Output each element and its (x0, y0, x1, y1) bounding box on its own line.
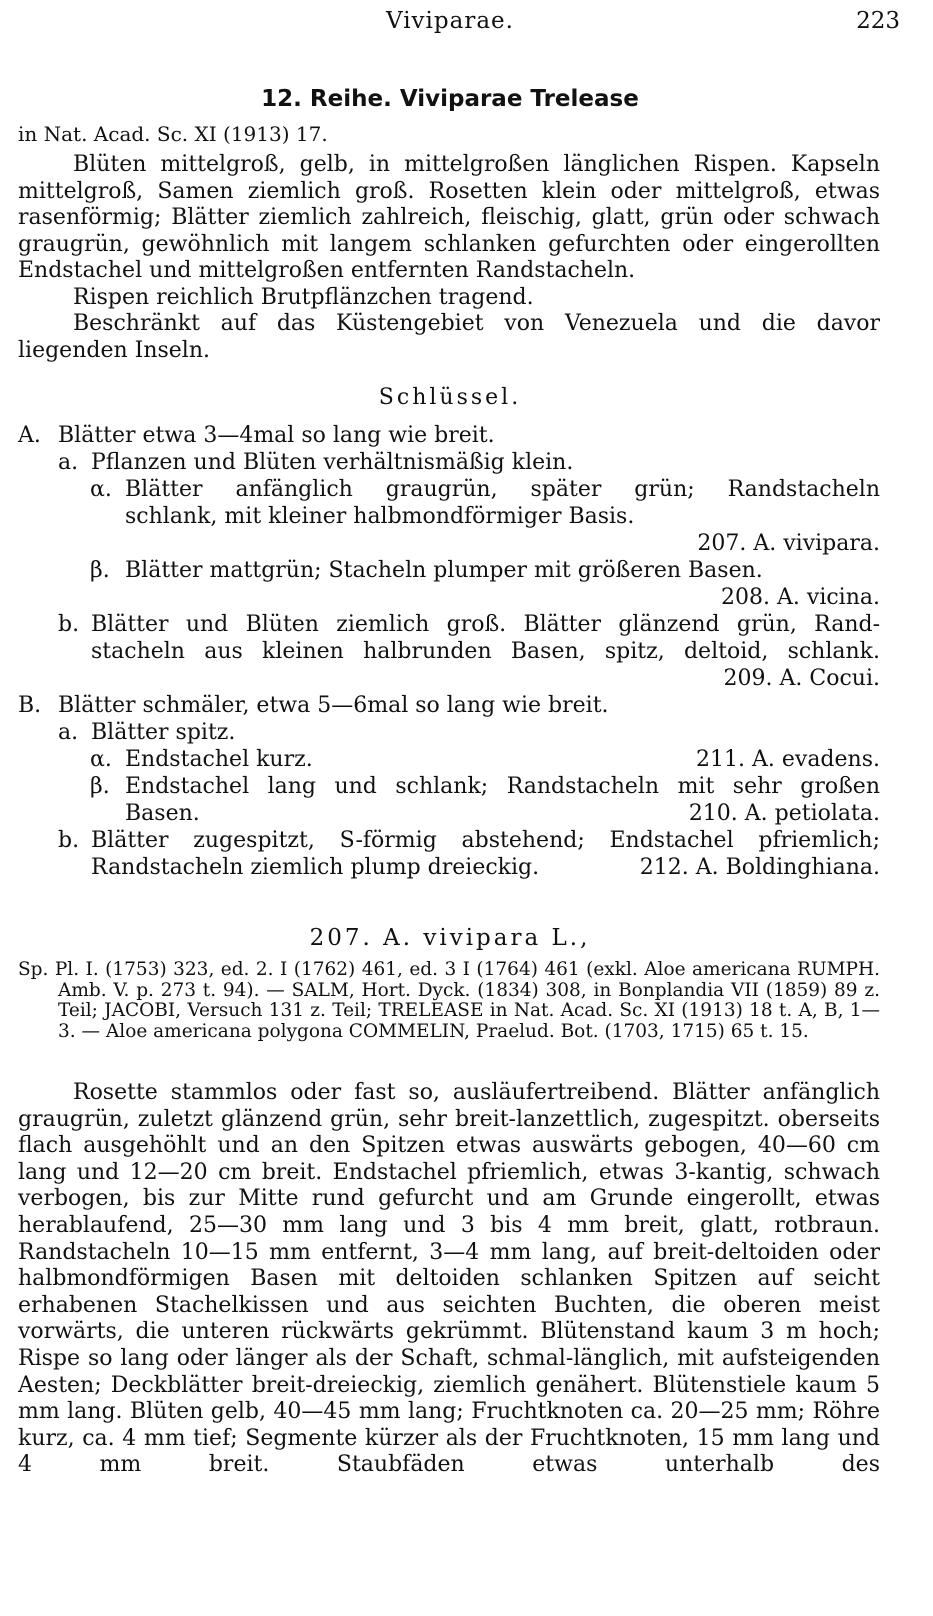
species-title: 207. A. vivipara L., (309, 925, 591, 951)
intro-paragraph: Blüten mittelgroß, gelb, in mittelgroßen länglichen Rispen. Kapseln mittelgroß, Samen ziemlich groß. Rosetten klein oder mittelgroß, etwas rasenförmig; Blätter ziemlich zahlreich, fleischig, glatt, grün oder schwach graugrün, gewöhnlich mit langem schlanken gefurchten oder eingerollten Endstachel und mittelgroßen entfernten Randstacheln. (18, 152, 880, 283)
key-entry-B-b (18, 827, 880, 881)
key-species: 207. A. vivipara. (697, 531, 880, 556)
key-text: Pflanzen und Blüten verhältnismäßig klein. (91, 450, 574, 475)
key-entry-A (18, 422, 880, 449)
key-label: α. (90, 747, 112, 772)
key-entry-B-a (18, 719, 880, 746)
species-description (18, 1080, 880, 1479)
intro-paragraph: Rispen reichlich Brutpflänzchen tragend. (73, 284, 534, 310)
key-label: a. (58, 720, 79, 745)
key-species: 212. A. Boldinghiana. (639, 855, 880, 880)
key-text: Endstachel lang und schlank; Randstacheln mit sehr großen (125, 774, 880, 799)
key-entry-A-a-beta (18, 557, 880, 611)
key-label: b. (58, 828, 80, 853)
key-label: a. (58, 450, 79, 475)
key-text: Endstachel kurz. (125, 747, 313, 772)
key-species: 210. A. petiolata. (688, 801, 880, 826)
identification-key (18, 422, 880, 881)
key-species: 211. A. evadens. (696, 747, 880, 772)
key-entry-B-a-alpha (18, 746, 880, 773)
key-text: Blätter und Blüten ziemlich groß. Blätter glänzend grün, Rand- (91, 612, 880, 637)
key-label: α. (90, 477, 112, 502)
key-species: 209. A. Cocui. (723, 666, 880, 691)
key-text: Basen. (125, 801, 200, 826)
key-text: Blätter zugespitzt, S-förmig abstehend; Endstachel pfriemlich; (91, 828, 880, 853)
page-number: 223 (856, 8, 900, 34)
key-label: β. (90, 774, 110, 799)
key-text: Blätter mattgrün; Stacheln plumper mit größeren Basen. (125, 558, 763, 583)
key-species: 208. A. vicina. (721, 585, 880, 610)
key-text: Blätter anfänglich graugrün, später grün; Randstacheln (125, 477, 880, 502)
species-citations (18, 960, 880, 1042)
key-text: Blätter spitz. (91, 720, 236, 745)
key-text: Blätter schmäler, etwa 5—6mal so lang wie breit. (58, 693, 609, 718)
key-entry-B (18, 692, 880, 719)
key-entry-A-a-alpha (18, 476, 880, 557)
key-title: Schlüssel. (378, 385, 522, 410)
citation-text: Sp. Pl. I. (1753) 323, ed. 2. I (1762) 461, ed. 3 I (1764) 461 (exkl. Aloe americana RUMPH. Amb. V. p. 273 t. 94). — SALM, Hort. Dyck. (1834) 308, in Bonplandia VII (1859) 89 z. Teil; JACOBI, Versuch 131 z. Teil; TRELEASE in Nat. Acad. Sc. XI (1913) 18 t. A, B, 1—3. — Aloe americana polygona COMMELIN, Praelud. Bot. (1703, 1715) 65 t. 15. (18, 959, 880, 1042)
key-text: stacheln aus kleinen halbrunden Basen, spitz, deltoid, schlank. (91, 639, 880, 664)
series-description (18, 152, 880, 364)
key-entry-B-a-beta (18, 773, 880, 827)
key-label: B. (18, 693, 42, 718)
running-head (0, 8, 900, 38)
key-label: A. (18, 423, 41, 448)
key-text: Blätter etwa 3—4mal so lang wie breit. (58, 423, 495, 448)
intro-paragraph: Beschränkt auf das Küstengebiet von Venezuela und die davor liegenden Inseln. (18, 311, 880, 363)
series-heading: 12. Reihe. Viviparae Trelease (261, 86, 639, 112)
key-label: b. (58, 612, 80, 637)
key-label: β. (90, 558, 110, 583)
key-text: schlank, mit kleiner halbmondförmiger Basis. (125, 504, 635, 529)
key-entry-A-b (18, 611, 880, 692)
key-entry-A-a (18, 449, 880, 476)
series-citation: in Nat. Acad. Sc. XI (1913) 17. (18, 122, 328, 146)
description-text: Rosette stammlos oder fast so, ausläufertreibend. Blätter anfänglich graugrün, zuletzt glänzend grün, sehr breit-lanzettlich, zugespitzt. oberseits flach ausgehöhlt und an den Spitzen etwas auswärts gebogen, 40—60 cm lang und 12—20 cm breit. Endstachel pfriemlich, etwas 3-kantig, schwach verbogen, bis zur Mitte rund gefurcht und am Grunde eingerollt, etwas herablaufend, 25—30 mm lang und 3 bis 4 mm breit, glatt, rotbraun. Randstacheln 10—15 mm entfernt, 3—4 mm lang, auf breit-deltoiden oder halbmondförmigen Basen mit deltoiden schlanken Spitzen auf seicht erhabenen Stachelkissen und aus seichten Buchten, die oberen meist vorwärts, die unteren rückwärts gekrümmt. Blütenstand kaum 3 m hoch; Rispe so lang oder länger als der Schaft, schmal-länglich, mit aufsteigenden Aesten; Deckblätter breit-dreieckig, ziemlich genähert. Blütenstiele kaum 5 mm lang. Blüten gelb, 40—45 mm lang; Fruchtknoten ca. 20—25 mm; Röhre kurz, ca. 4 mm tief; Segmente kürzer als der Fruchtknoten, 15 mm lang und 4 mm breit. Staubfäden etwas unterhalb des (18, 1080, 880, 1478)
key-text: Randstacheln ziemlich plump dreieckig. (91, 855, 540, 880)
running-head-title: Viviparae. (386, 8, 514, 34)
